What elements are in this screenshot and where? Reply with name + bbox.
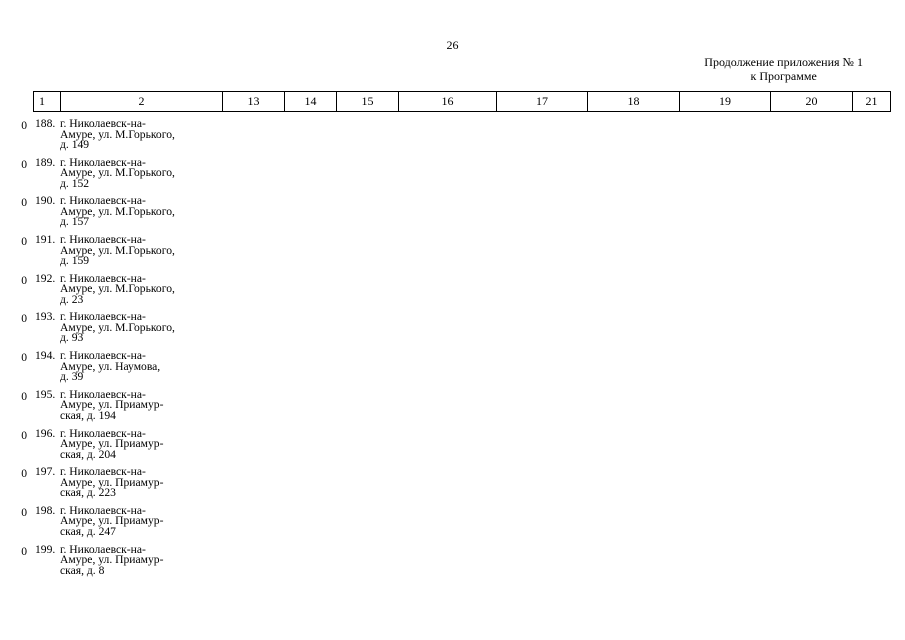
address-line: г. Николаевск-на- (60, 387, 146, 401)
address-line: г. Николаевск-на- (60, 155, 146, 169)
address-line: д. 152 (60, 176, 90, 190)
address-line: г. Николаевск-на- (60, 233, 146, 247)
column-header-20: 20 (771, 92, 853, 112)
value-cell-c21: 0 (21, 273, 27, 287)
row-number: 198. (35, 503, 56, 517)
address-line: Амуре, ул. М.Горького, (60, 127, 175, 141)
row-number: 192. (35, 271, 56, 285)
value-cell-c21: 0 (21, 389, 27, 403)
row-number: 199. (35, 542, 56, 556)
address-line: г. Николаевск-на- (60, 310, 146, 324)
address-line: Амуре, ул. М.Горького, (60, 204, 175, 218)
appendix-line-2: к Программе (750, 69, 817, 83)
row-number: 195. (35, 387, 56, 401)
address-line: д. 93 (60, 331, 84, 345)
value-cell-c21: 0 (21, 351, 27, 365)
value-cell-c21: 0 (21, 544, 27, 558)
address-line: д. 157 (60, 215, 90, 229)
address-line: г. Николаевск-на- (60, 542, 146, 556)
address-line: д. 149 (60, 138, 90, 151)
address-line: д. 159 (60, 254, 90, 268)
address-line: ская, д. 8 (60, 563, 105, 577)
address-line: г. Николаевск-на- (60, 117, 146, 130)
address-line: Амуре, ул. Приамур- (60, 475, 164, 489)
address-line: Амуре, ул. М.Горького, (60, 243, 175, 257)
address-line: г. Николаевск-на- (60, 271, 146, 285)
row-number: 190. (35, 194, 56, 208)
value-cell-c21: 0 (21, 312, 27, 326)
value-cell-c21: 0 (21, 196, 27, 210)
address-line: Амуре, ул. М.Горького, (60, 282, 175, 296)
address-line: ская, д. 204 (60, 447, 116, 461)
appendix-line-1: Продолжение приложения № 1 (704, 55, 863, 69)
address-line: Амуре, ул. М.Горького, (60, 166, 175, 180)
column-header-13: 13 (223, 92, 285, 112)
page-number: 26 (446, 38, 459, 52)
row-number: 197. (35, 465, 56, 479)
row-number: 189. (35, 155, 56, 169)
row-number: 193. (35, 310, 56, 324)
row-number: 196. (35, 426, 56, 440)
value-cell-c21: 0 (21, 467, 27, 481)
column-header-18: 18 (588, 92, 680, 112)
address-line: ская, д. 247 (60, 524, 116, 538)
appendix-caption (704, 55, 863, 83)
row-number: 191. (35, 233, 56, 247)
column-header-17: 17 (497, 92, 588, 112)
column-header-19: 19 (680, 92, 771, 112)
row-number: 194. (35, 349, 56, 363)
column-header-15: 15 (337, 92, 399, 112)
value-cell-c21: 0 (21, 119, 27, 132)
column-header-row (33, 91, 891, 112)
address-line: д. 39 (60, 370, 84, 384)
address-line: Амуре, ул. Наумова, (60, 359, 161, 373)
address-line: г. Николаевск-на- (60, 503, 146, 517)
value-cell-c21: 0 (21, 505, 27, 519)
address-line: Амуре, ул. М.Горького, (60, 320, 175, 334)
address-line: Амуре, ул. Приамур- (60, 398, 164, 412)
address-line: ская, д. 223 (60, 486, 116, 500)
row-number: 188. (35, 117, 56, 130)
address-line: Амуре, ул. Приамур- (60, 514, 164, 528)
address-line: Амуре, ул. Приамур- (60, 437, 164, 450)
value-cell-c21: 0 (21, 157, 27, 171)
address-line: д. 23 (60, 292, 84, 306)
address-line: г. Николаевск-на- (60, 465, 146, 479)
address-line: Амуре, ул. Приамур- (60, 553, 164, 567)
value-cell-c21: 0 (21, 428, 27, 442)
value-cell-c21: 0 (21, 235, 27, 249)
address-line: г. Николаевск-на- (60, 194, 146, 208)
address-line: ская, д. 194 (60, 408, 116, 422)
column-header-16: 16 (399, 92, 497, 112)
column-header-21: 21 (853, 92, 891, 112)
column-header-1: 1 (34, 92, 61, 112)
address-line: г. Николаевск-на- (60, 349, 146, 363)
column-header-2: 2 (61, 92, 223, 112)
column-header-14: 14 (285, 92, 337, 112)
address-line: г. Николаевск-на- (60, 426, 146, 440)
